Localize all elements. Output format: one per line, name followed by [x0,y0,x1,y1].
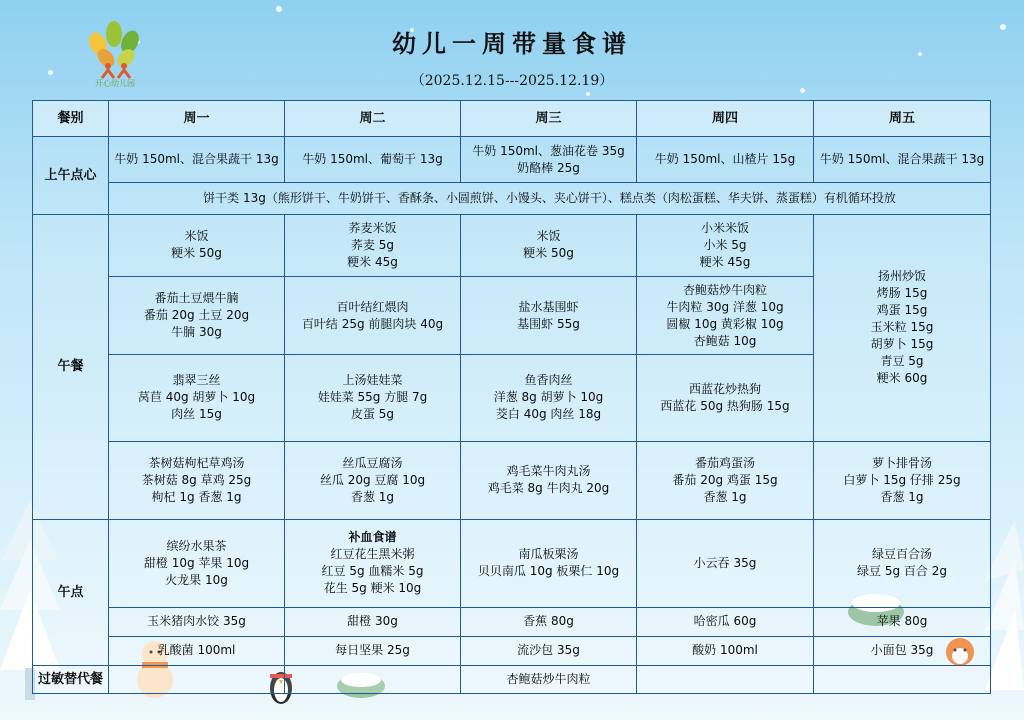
menu-cell [109,214,285,276]
dish-name: 缤纷水果茶 [166,538,227,553]
menu-cell: 玉米猪肉水饺 35g [109,607,285,636]
menu-cell [285,441,461,519]
header-tuesday: 周二 [285,101,461,137]
dish-name: 上汤娃娃菜 [342,373,403,388]
header-friday: 周五 [814,101,991,137]
date-range: （2025.12.15---2025.12.19） [410,73,614,89]
menu-cell [109,665,285,693]
menu-line: 贝贝南瓜 10g 板栗仁 10g [477,564,620,579]
lunch-staple-row [33,214,991,276]
lunch-soup-row [33,441,991,519]
dish-name: 绿豆百合汤 [871,547,932,562]
menu-cell [814,441,991,519]
menu-cell: 香蕉 80g [461,607,637,636]
menu-line: 烤肠 15g [876,286,928,301]
allergy-substitute-label: 过敏替代餐 [33,665,109,693]
morning-snack-label: 上午点心 [33,137,109,214]
dish-name: 红豆花生黑米粥 [330,547,415,562]
lunch-label: 午餐 [33,214,109,520]
dish-name: 翡翠三丝 [172,373,221,388]
menu-line: 粳米 60g [876,371,928,386]
menu-line: 火龙果 10g [165,572,228,587]
menu-cell [285,665,461,693]
menu-line: 牛奶 150ml、葱油花卷 35g [472,143,625,158]
dish-name: 萝卜排骨汤 [871,455,932,470]
menu-line: 甜橙 10g 苹果 10g [143,555,250,570]
menu-cell: 流沙包 35g [461,636,637,665]
menu-line: 西蓝花 50g 热狗肠 15g [660,398,790,413]
menu-line: 白萝卜 15g 仔排 25g [843,472,961,487]
menu-cell [461,276,637,354]
menu-line: 娃娃菜 55g 方腿 7g [317,390,428,405]
morning-snack-note [109,183,991,214]
menu-line: 胡萝卜 15g [870,337,934,352]
menu-line: 香葱 1g [703,489,747,504]
menu-line: 粳米 50g [171,246,222,261]
weekly-menu-table [32,100,991,694]
menu-line: 枸杞 1g 香葱 1g [151,489,242,504]
menu-line: 莴苣 40g 胡萝卜 10g [137,390,256,405]
menu-cell: 苹果 80g [814,607,991,636]
menu-line: 基围虾 55g [517,316,580,331]
dish-name: 荞麦米饭 [348,220,397,235]
menu-cell [109,441,285,519]
dish-name: 丝瓜豆腐汤 [342,455,403,470]
menu-cell [637,214,814,276]
dish-name: 鸡毛菜牛肉丸汤 [506,464,591,479]
menu-cell [637,665,814,693]
dish-name: 杏鲍菇炒牛肉粒 [682,282,767,297]
menu-cell [461,355,637,441]
menu-cell [285,137,461,183]
menu-cell [637,441,814,519]
header-wednesday: 周三 [461,101,637,137]
afternoon-snack-row-3 [33,636,991,665]
menu-cell [814,137,991,183]
morning-snack-note-row [33,183,991,214]
menu-line: 鸡蛋 15g [876,303,928,318]
menu-line: 杏鲍菇 10g [693,333,757,348]
menu-cell: 甜橙 30g [285,607,461,636]
menu-line: 小云吞 35g [693,555,757,570]
dish-name: 扬州炒饭 [877,269,926,284]
menu-line: 牛奶 150ml、混合果蔬干 13g [819,152,985,167]
menu-line: 红豆 5g 血糯米 5g [321,564,424,579]
page-title: 幼儿一周带量食谱 [392,29,632,58]
menu-line: 圆椒 10g 黄彩椒 10g [666,316,784,331]
dish-name: 番茄土豆煨牛腩 [154,291,239,306]
menu-cell [109,276,285,354]
menu-line: 粳米 50g [523,246,574,261]
menu-line: 花生 5g 粳米 10g [323,581,422,596]
afternoon-snack-row-2 [33,607,991,636]
menu-line: 番茄 20g 鸡蛋 15g [672,472,778,487]
allergy-substitute-row [33,665,991,693]
menu-line: 玉米粒 15g [870,320,934,335]
dish-name: 盐水基围虾 [518,299,579,314]
dish-name: 茶树菇枸杞草鸡汤 [148,455,245,470]
menu-line: 茶树菇 8g 草鸡 25g [141,472,252,487]
menu-line: 饼干类 13g（熊形饼干、牛奶饼干、香酥条、小圆煎饼、小馒头、夹心饼干）、糕点类（肉松蛋糕、华夫饼、蒸蛋糕）有机循环投放 [203,190,896,205]
menu-line: 绿豆 5g 百合 2g [857,564,947,579]
menu-line: 牛奶 150ml、混合果蔬干 13g [114,152,279,167]
dish-name: 番茄鸡蛋汤 [694,455,755,470]
header-meal-type: 餐别 [33,101,109,137]
menu-line: 鸡毛菜 8g 牛肉丸 20g [487,481,610,496]
menu-cell [109,520,285,607]
menu-line: 牛奶 150ml、葡萄干 13g [302,152,443,167]
menu-cell: 每日坚果 25g [285,636,461,665]
menu-cell: 杏鲍菇炒牛肉粒 [461,665,637,693]
menu-line: 小米 5g [703,237,747,252]
dish-name: 鱼香肉丝 [524,373,573,388]
menu-line: 肉丝 15g [171,407,222,422]
menu-cell [109,137,285,183]
afternoon-snack-label: 午点 [33,520,109,666]
menu-line: 番茄 20g 土豆 20g [143,308,250,323]
dish-name: 米饭 [536,229,561,244]
menu-cell [285,214,461,276]
menu-cell: 小面包 35g [814,636,991,665]
dish-name: 百叶结红煨肉 [336,299,409,314]
header-thursday: 周四 [637,101,814,137]
menu-cell [814,520,991,607]
menu-cell [461,441,637,519]
menu-cell [637,276,814,354]
menu-cell: 乳酸菌 100ml [109,636,285,665]
menu-line: 牛腩 30g [171,325,222,340]
menu-line: 皮蛋 5g [350,407,395,422]
menu-line: 百叶结 25g 前腿肉块 40g [301,316,444,331]
menu-line: 香葱 1g [880,489,924,504]
menu-cell: 酸奶 100ml [637,636,814,665]
afternoon-snack-row [33,520,991,607]
menu-cell [285,276,461,354]
menu-line: 粳米 45g [347,254,398,269]
special-recipe-title: 补血食谱 [348,530,397,545]
menu-line: 粳米 45g [699,254,751,269]
menu-line: 青豆 5g [880,354,924,369]
morning-snack-row [33,137,991,183]
menu-cell [814,665,991,693]
menu-cell-friday-main [814,214,991,441]
menu-cell [637,520,814,607]
menu-cell [461,214,637,276]
menu-cell [285,355,461,441]
menu-line: 香葱 1g [350,489,395,504]
menu-line: 丝瓜 20g 豆腐 10g [319,472,426,487]
menu-line: 牛奶 150ml、山楂片 15g [654,152,796,167]
menu-line: 奶酪棒 25g [517,160,580,175]
menu-cell: 哈密瓜 60g [637,607,814,636]
menu-cell [285,520,461,607]
dish-name: 米饭 [184,229,209,244]
header-monday: 周一 [109,101,285,137]
menu-cell [461,520,637,607]
menu-cell [461,137,637,183]
header-row [33,101,991,137]
menu-line: 茭白 40g 肉丝 18g [495,407,602,422]
dish-name: 西蓝花炒热狗 [688,381,761,396]
dish-name: 小米米饭 [700,220,749,235]
menu-cell [637,355,814,441]
menu-cell [637,137,814,183]
logo-caption: 开心幼儿园 [95,79,135,88]
menu-line: 荞麦 5g [350,237,395,252]
menu-cell [109,355,285,441]
dish-name: 南瓜板栗汤 [518,547,579,562]
menu-line: 牛肉粒 30g 洋葱 10g [666,299,784,314]
menu-line: 洋葱 8g 胡萝卜 10g [493,390,604,405]
